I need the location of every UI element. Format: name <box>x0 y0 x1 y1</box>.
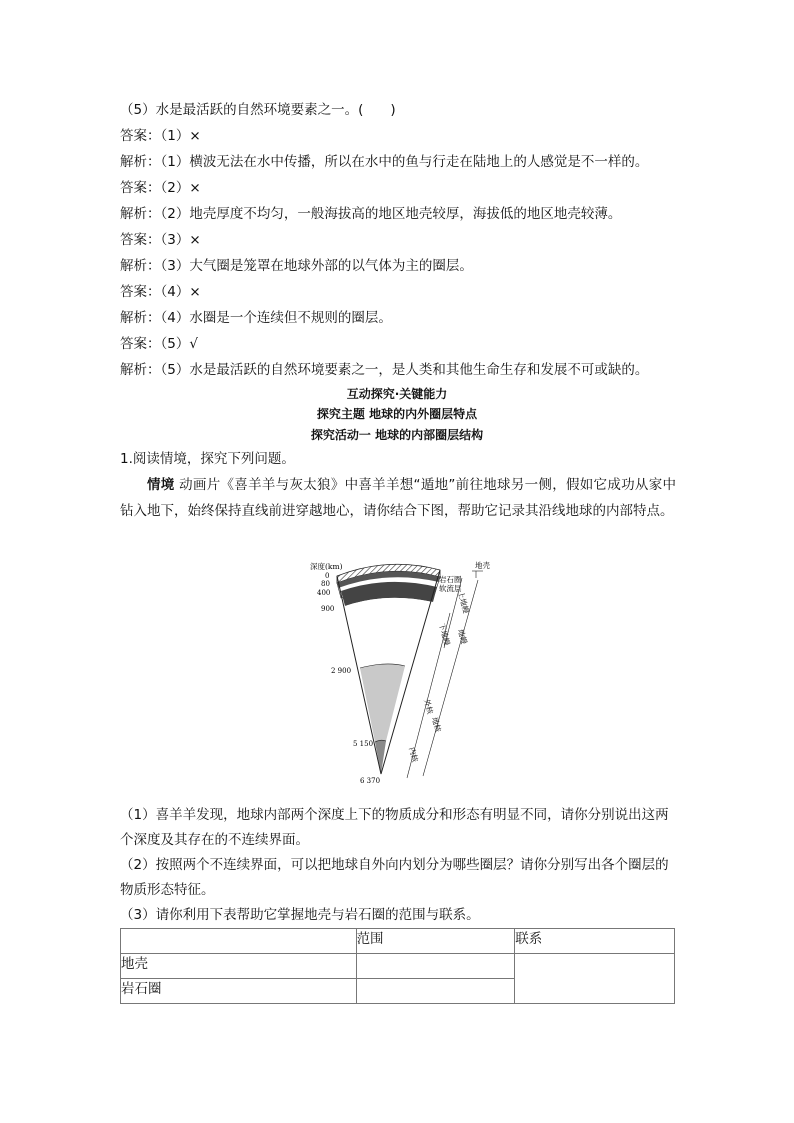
depth-label: 80 <box>321 580 330 588</box>
depth-label: 2 900 <box>331 667 352 675</box>
depth-label: 6 370 <box>360 777 381 785</box>
lithosphere-label: 岩石圈 <box>439 575 462 584</box>
scenario-paragraph <box>120 472 676 524</box>
table-header-cell <box>121 929 357 954</box>
analysis-line: 解析：（3）大气圈是笼罩在地球外部的以气体为主的圈层。 <box>120 258 473 274</box>
depth-label: 900 <box>321 605 335 613</box>
question-1: （1）喜羊羊发现，地球内部两个深度上下的物质成分和形态有明显不同，请你分别说出这两个深度及其存在的不连续界面。 <box>120 807 669 848</box>
table-cell: 岩石圈 <box>121 979 357 1004</box>
table-cell <box>356 954 515 979</box>
question-3: （3）请你利用下表帮助它掌握地壳与岩石圈的范围与联系。 <box>120 907 480 923</box>
inner-core-label: 内核 <box>407 746 420 764</box>
table-cell-merged <box>515 954 675 1004</box>
analysis-line: 解析：（2）地壳厚度不均匀，一般海拔高的地区地壳较厚，海拔低的地区地壳较薄。 <box>120 206 622 222</box>
answer-line: 答案：（3）× <box>120 232 201 248</box>
topic-heading: 探究主题 地球的内外圈层特点 <box>316 407 478 421</box>
asthenosphere-label: 软流层 <box>439 584 462 593</box>
upper-mantle-label: 上地幔 <box>456 590 471 615</box>
table-header-cell: 联系 <box>515 929 675 954</box>
section-heading: 互动探究·关键能力 <box>346 387 448 401</box>
mantle-label: 地幔 <box>456 628 469 646</box>
crust-lithosphere-table <box>120 928 675 1004</box>
question-2: （2）按照两个不连续界面，可以把地球自外向内划分为哪些圈层？请你分别写出各个圈层的物质形态特征。 <box>120 857 669 898</box>
answer-line: 答案：（2）× <box>120 180 201 196</box>
analysis-line: 解析：（5）水是最活跃的自然环境要素之一，是人类和其他生命生存和发展不可或缺的。 <box>120 362 649 378</box>
scenario-label: 情境 <box>147 477 175 493</box>
answer-line: 答案：（4）× <box>120 284 201 300</box>
scenario-text: 动画片《喜羊羊与灰太狼》中喜羊羊想“遁地”前往地球另一侧，假如它成功从家中钻入地下，始终保持直线前进穿越地心，请你结合下图，帮助它记录其沿线地球的内部特点。 <box>120 477 676 519</box>
earth-layers-diagram <box>300 558 500 790</box>
activity-heading: 探究活动一 地球的内部圈层结构 <box>310 428 484 442</box>
lower-mantle-label: 下地幔 <box>437 622 452 647</box>
lower-mantle-area <box>345 598 433 668</box>
table-header-cell: 范围 <box>356 929 515 954</box>
table-cell: 地壳 <box>121 954 357 979</box>
crust-label: 地壳 <box>475 561 490 570</box>
depth-label: 400 <box>317 589 331 597</box>
depth-axis-title: 深度(km) <box>310 562 343 571</box>
table-header-row <box>121 929 675 954</box>
answer-line: 答案：（5）√ <box>120 336 198 352</box>
outer-core-label: 外核 <box>422 698 435 716</box>
answer-line: 答案：（1）× <box>120 128 201 144</box>
table-row <box>121 954 675 979</box>
intro-line: 1.阅读情境，探究下列问题。 <box>120 451 295 467</box>
depth-label: 0 <box>325 572 330 580</box>
outer-core-area <box>360 664 405 742</box>
question-line-5: （5）水是最活跃的自然环境要素之一。( ) <box>120 102 396 118</box>
analysis-line: 解析：（4）水圈是一个连续但不规则的圈层。 <box>120 310 392 326</box>
depth-label: 5 150 <box>353 740 374 748</box>
analysis-line: 解析：（1）横波无法在水中传播，所以在水中的鱼与行走在陆地上的人感觉是不一样的。 <box>120 154 649 170</box>
core-label: 地核 <box>430 716 443 734</box>
table-cell <box>356 979 515 1004</box>
inner-core-area <box>375 740 386 774</box>
